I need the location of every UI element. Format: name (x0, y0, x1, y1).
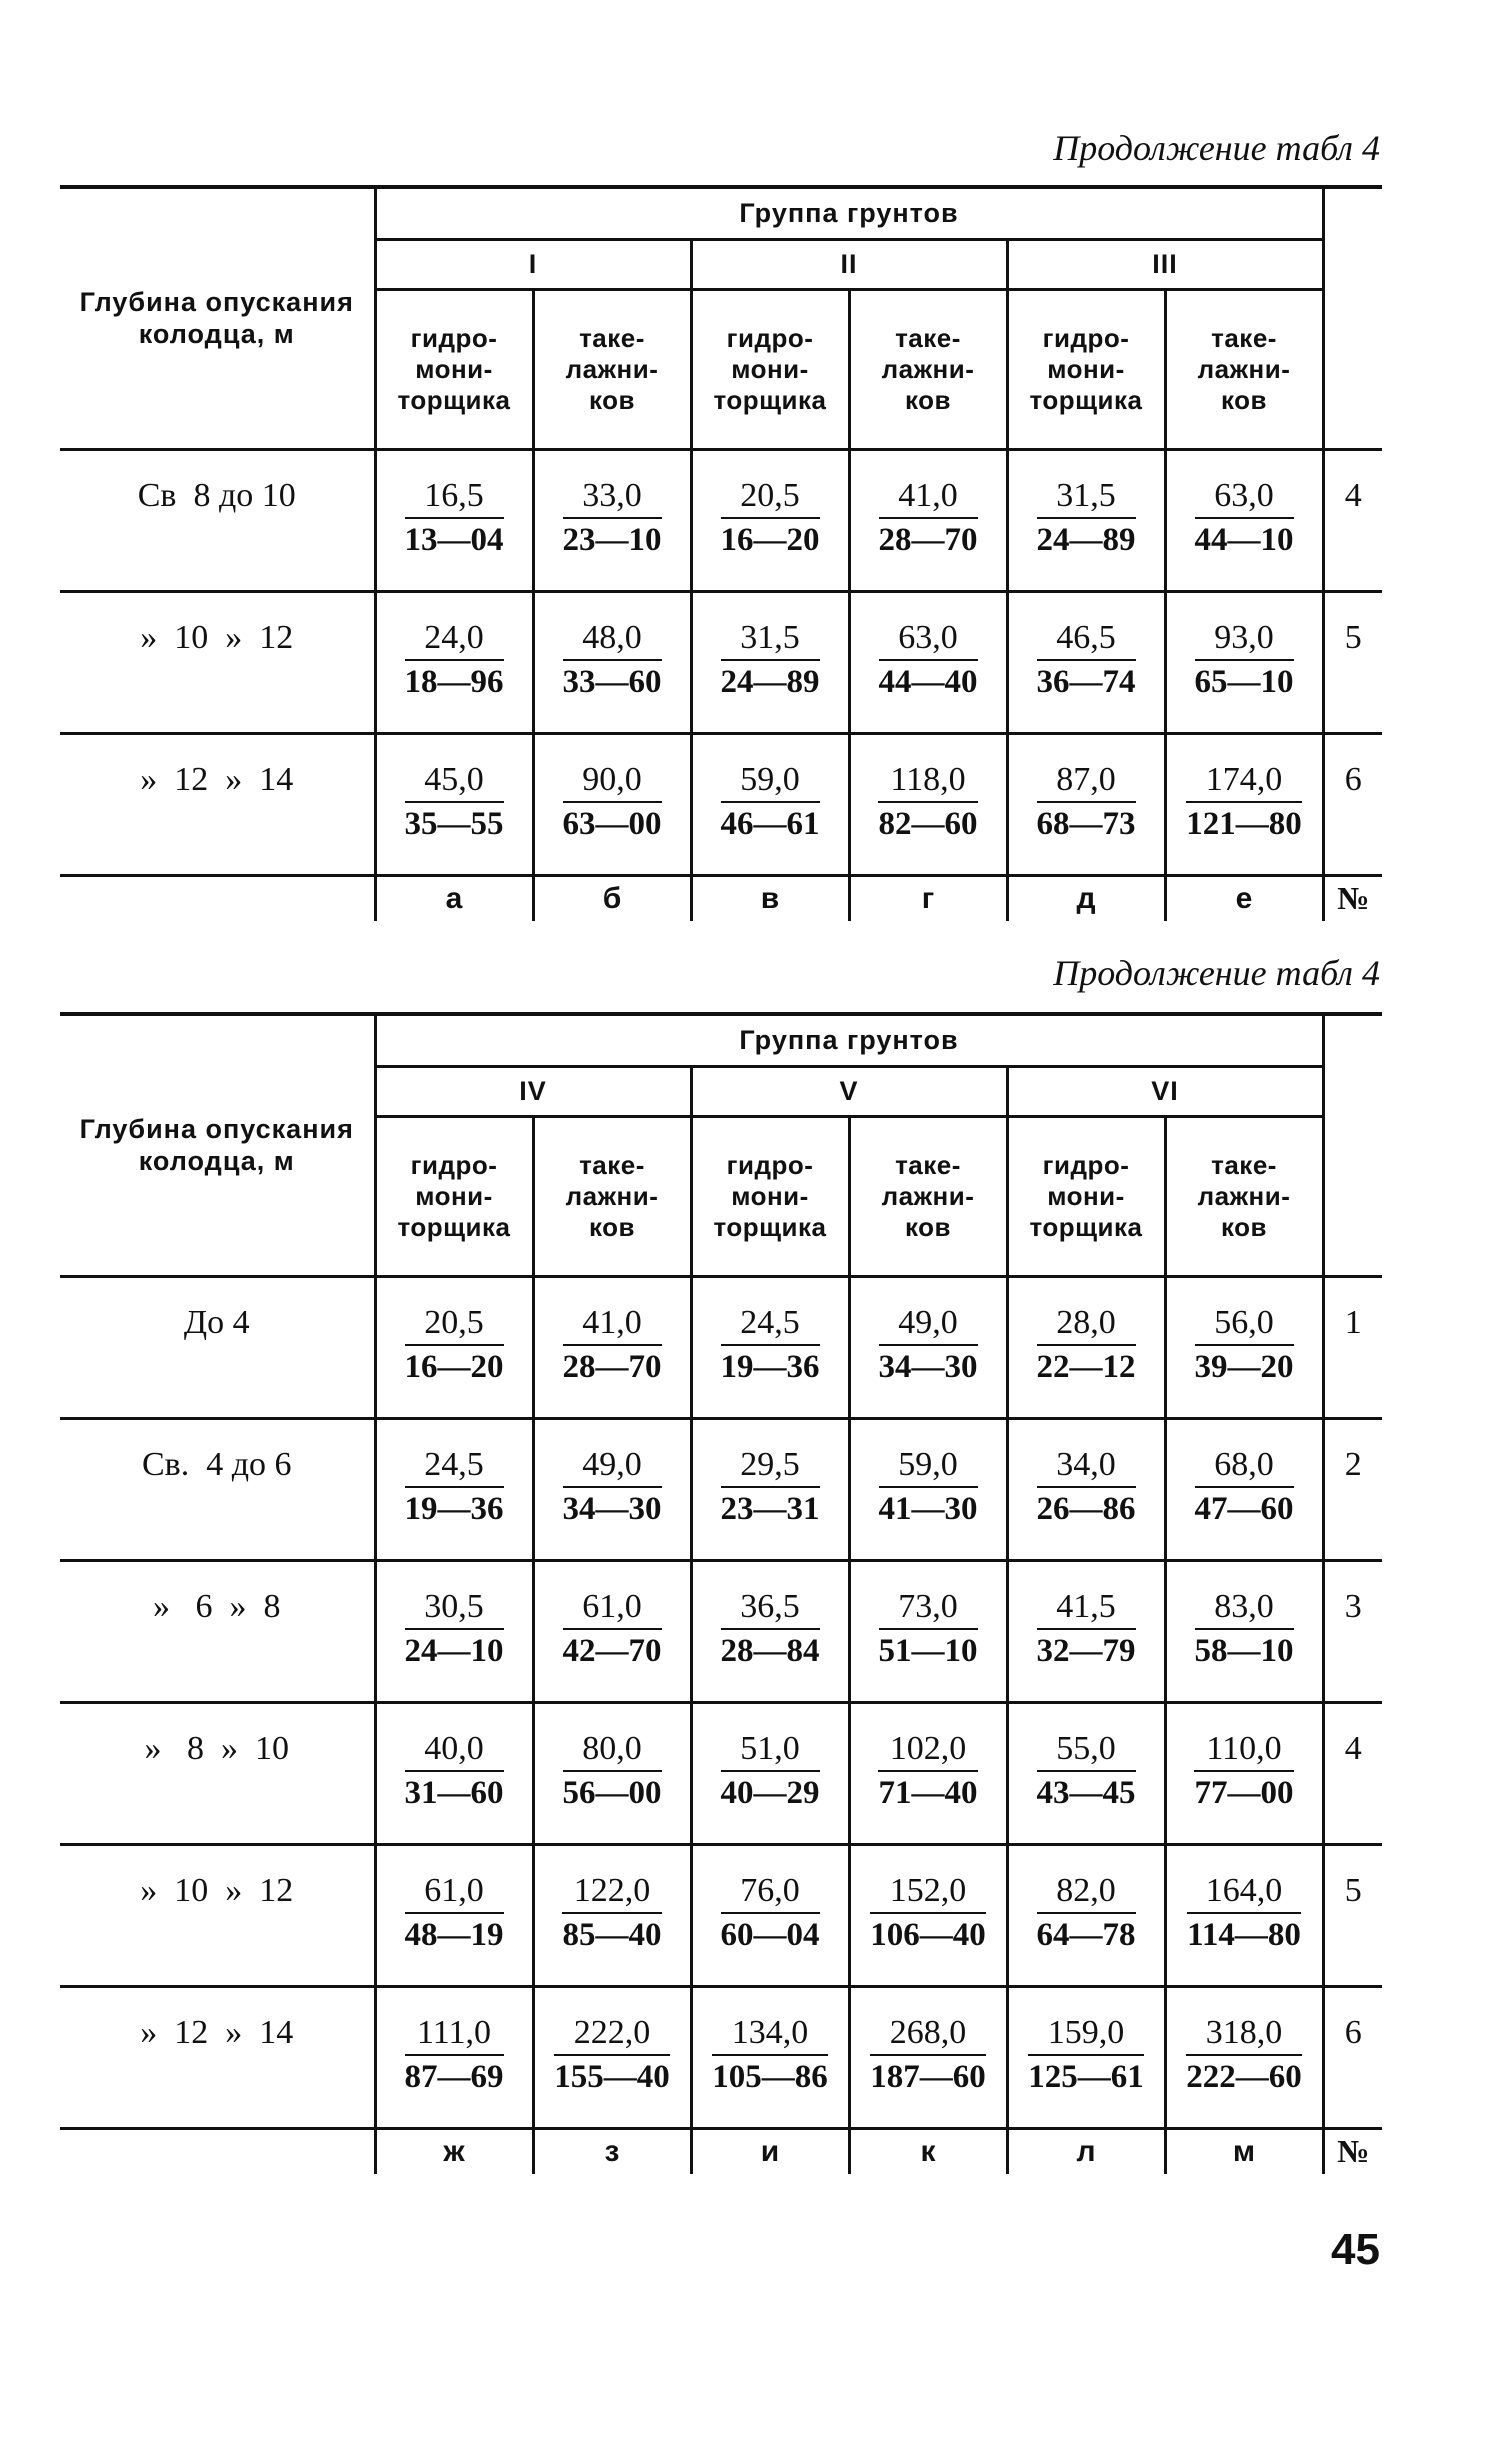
rate-fraction (1186, 2014, 1302, 2098)
hours-value: 102,0 (878, 1730, 979, 1772)
rate-fraction (405, 1304, 504, 1388)
rate-cell (533, 1276, 691, 1418)
hours-value: 118,0 (878, 761, 977, 803)
column-letter: в (691, 875, 849, 921)
table-row (60, 1844, 1382, 1986)
column-letter: м (1165, 2128, 1323, 2174)
cost-value: 44—40 (878, 663, 978, 700)
hours-value: 41,0 (563, 1304, 662, 1346)
cost-value: 77—00 (1194, 1774, 1294, 1811)
cost-value: 60—04 (720, 1916, 820, 1953)
rate-cell (849, 591, 1007, 733)
hours-value: 134,0 (712, 2014, 828, 2056)
rate-fraction (878, 761, 977, 845)
table-row (60, 733, 1382, 875)
row-number: 6 (1323, 733, 1382, 875)
rate-cell (849, 1560, 1007, 1702)
rate-fraction (721, 1588, 820, 1672)
hours-value: 80,0 (563, 1730, 662, 1772)
soil-group-3: III (1007, 239, 1323, 289)
rate-cell (849, 1418, 1007, 1560)
column-letter: к (849, 2128, 1007, 2174)
hours-value: 16,5 (405, 477, 504, 519)
hours-value: 30,5 (405, 1588, 504, 1630)
rate-cell (1165, 1418, 1323, 1560)
hours-value: 24,5 (721, 1304, 820, 1346)
table-row (60, 449, 1382, 591)
rate-cell (1007, 733, 1165, 875)
rate-cell (1165, 1986, 1323, 2128)
row-number: 5 (1323, 1844, 1382, 1986)
rate-cell (375, 1844, 533, 1986)
rate-cell (1007, 1276, 1165, 1418)
rigger-header: таке- лажни- ков (533, 1116, 691, 1276)
hydromonitor-operator-header: гидро- мони- торщика (375, 1116, 533, 1276)
cost-value: 44—10 (1194, 521, 1294, 558)
soil-group-2: V (691, 1066, 1007, 1116)
cost-value: 34—30 (878, 1348, 978, 1385)
rate-fraction (879, 619, 978, 703)
rate-cell (375, 733, 533, 875)
cost-value: 33—60 (562, 663, 662, 700)
rigger-header: таке- лажни- ков (849, 1116, 1007, 1276)
soil-group-header: Группа грунтов (375, 1014, 1323, 1066)
hours-value: 63,0 (1195, 477, 1294, 519)
hours-value: 164,0 (1187, 1872, 1301, 1914)
rigger-header: таке- лажни- ков (1165, 289, 1323, 449)
row-number: 3 (1323, 1560, 1382, 1702)
rate-cell (849, 1702, 1007, 1844)
continuation-title-1: Продолжение табл 4 (1053, 128, 1380, 168)
rate-cell (849, 1844, 1007, 1986)
rate-fraction (405, 1872, 504, 1956)
hours-value: 41,5 (1037, 1588, 1136, 1630)
depth-range: Св. 4 до 6 (60, 1418, 375, 1560)
column-letter: з (533, 2128, 691, 2174)
hours-value: 111,0 (405, 2014, 504, 2056)
rate-cell (1007, 1702, 1165, 1844)
hours-value: 31,5 (1037, 477, 1136, 519)
hours-value: 59,0 (721, 761, 820, 803)
hours-value: 55,0 (1037, 1730, 1136, 1772)
rate-cell (849, 1986, 1007, 2128)
table-row (60, 1418, 1382, 1560)
rate-fraction (1037, 1446, 1136, 1530)
rate-cell (1165, 1560, 1323, 1702)
cost-value: 26—86 (1036, 1490, 1136, 1527)
rate-fraction (1037, 1872, 1136, 1956)
cost-value: 28—70 (562, 1348, 662, 1385)
rate-fraction (563, 477, 662, 561)
rate-fraction (879, 1446, 978, 1530)
rate-fraction (1037, 1730, 1136, 1814)
rate-fraction (1037, 1304, 1136, 1388)
row-number: 2 (1323, 1418, 1382, 1560)
cost-value: 40—29 (720, 1774, 820, 1811)
rate-fraction (562, 1872, 663, 1956)
rate-fraction (405, 1446, 504, 1530)
cost-value: 19—36 (404, 1490, 504, 1527)
soil-group-header: Группа грунтов (375, 187, 1323, 239)
depth-column-header: Глубина опускания колодца, м (60, 1014, 375, 1276)
depth-range: » 8 » 10 (60, 1702, 375, 1844)
hours-value: 56,0 (1195, 1304, 1294, 1346)
hours-value: 93,0 (1195, 619, 1294, 661)
rate-fraction (563, 619, 662, 703)
rate-cell (691, 1276, 849, 1418)
hours-value: 76,0 (721, 1872, 820, 1914)
cost-value: 43—45 (1036, 1774, 1136, 1811)
cost-value: 68—73 (1036, 805, 1136, 842)
cost-value: 31—60 (404, 1774, 504, 1811)
rate-cell (375, 1702, 533, 1844)
cost-value: 87—69 (404, 2058, 504, 2095)
rate-cell (1007, 1986, 1165, 2128)
number-sign: № (1337, 880, 1370, 917)
rate-cell (533, 1418, 691, 1560)
rate-cell (1165, 1702, 1323, 1844)
hours-value: 87,0 (1037, 761, 1136, 803)
column-letter: л (1007, 2128, 1165, 2174)
rate-fraction (1187, 1872, 1301, 1956)
rate-cell (533, 449, 691, 591)
rate-cell (691, 591, 849, 733)
rate-fraction (1037, 619, 1136, 703)
rate-fraction (405, 761, 504, 845)
rate-cell (1007, 1418, 1165, 1560)
rate-cell (1007, 449, 1165, 591)
hours-value: 20,5 (721, 477, 820, 519)
rate-fraction (721, 1446, 820, 1530)
cost-value: 82—60 (878, 805, 978, 842)
cost-value: 63—00 (562, 805, 662, 842)
rate-fraction (879, 1588, 978, 1672)
rate-fraction (1037, 477, 1136, 561)
row-number: 4 (1323, 449, 1382, 591)
rate-fraction (405, 477, 504, 561)
cost-value: 85—40 (562, 1916, 662, 1953)
hours-value: 68,0 (1195, 1446, 1294, 1488)
cost-value: 71—40 (878, 1774, 978, 1811)
cost-value: 125—61 (1028, 2058, 1144, 2095)
rate-fraction (870, 2014, 986, 2098)
cost-value: 58—10 (1194, 1632, 1294, 1669)
column-letter: ж (375, 2128, 533, 2174)
rate-fraction (563, 1446, 662, 1530)
cost-value: 35—55 (404, 805, 504, 842)
rate-fraction (1195, 1588, 1294, 1672)
rate-fraction (1037, 1588, 1136, 1672)
hours-value: 222,0 (554, 2014, 670, 2056)
hours-value: 34,0 (1037, 1446, 1136, 1488)
cost-value: 22—12 (1036, 1348, 1136, 1385)
hours-value: 28,0 (1037, 1304, 1136, 1346)
rate-cell (1165, 1276, 1323, 1418)
hours-value: 49,0 (563, 1446, 662, 1488)
cost-value: 16—20 (404, 1348, 504, 1385)
depth-column-header: Глубина опускания колодца, м (60, 187, 375, 449)
hours-value: 41,0 (879, 477, 978, 519)
cost-value: 13—04 (404, 521, 504, 558)
hours-value: 83,0 (1195, 1588, 1294, 1630)
column-letter: г (849, 875, 1007, 921)
rate-cell (1007, 1560, 1165, 1702)
rate-cell (691, 1418, 849, 1560)
cost-value: 28—70 (878, 521, 978, 558)
rate-cell (691, 1560, 849, 1702)
cost-value: 36—74 (1036, 663, 1136, 700)
cost-value: 155—40 (554, 2058, 670, 2095)
rate-fraction (1195, 1446, 1294, 1530)
cost-value: 34—30 (562, 1490, 662, 1527)
rate-cell (1165, 733, 1323, 875)
cost-value: 41—30 (878, 1490, 978, 1527)
rate-cell (849, 449, 1007, 591)
rate-fraction (405, 1730, 504, 1814)
cost-value: 105—86 (712, 2058, 828, 2095)
hours-value: 46,5 (1037, 619, 1136, 661)
rates-table-2 (60, 1012, 1382, 2174)
rate-cell (1165, 1844, 1323, 1986)
hours-value: 159,0 (1028, 2014, 1144, 2056)
page-number: 45 (1331, 2225, 1380, 2274)
row-number: 6 (1323, 1986, 1382, 2128)
hours-value: 45,0 (405, 761, 504, 803)
rate-cell (375, 1418, 533, 1560)
hours-value: 20,5 (405, 1304, 504, 1346)
rate-fraction (870, 1872, 986, 1956)
rate-fraction (721, 1872, 820, 1956)
cost-value: 46—61 (720, 805, 820, 842)
rate-cell (533, 591, 691, 733)
hours-value: 63,0 (879, 619, 978, 661)
rate-cell (1165, 591, 1323, 733)
rigger-header: таке- лажни- ков (533, 289, 691, 449)
rate-fraction (563, 1588, 662, 1672)
table-row (60, 1560, 1382, 1702)
cost-value: 51—10 (878, 1632, 978, 1669)
hours-value: 152,0 (870, 1872, 986, 1914)
hours-value: 268,0 (870, 2014, 986, 2056)
rate-cell (533, 1844, 691, 1986)
cost-value: 28—84 (720, 1632, 820, 1669)
cost-value: 187—60 (870, 2058, 986, 2095)
rate-cell (691, 733, 849, 875)
depth-range: До 4 (60, 1276, 375, 1418)
rigger-header: таке- лажни- ков (1165, 1116, 1323, 1276)
hydromonitor-operator-header: гидро- мони- торщика (1007, 1116, 1165, 1276)
hours-value: 59,0 (879, 1446, 978, 1488)
rate-fraction (878, 1730, 979, 1814)
cost-value: 65—10 (1194, 663, 1294, 700)
rate-cell (375, 1276, 533, 1418)
hydromonitor-operator-header: гидро- мони- торщика (1007, 289, 1165, 449)
rate-cell (691, 1844, 849, 1986)
number-column-header (1323, 187, 1382, 239)
rate-fraction (1194, 1730, 1293, 1814)
hours-value: 90,0 (563, 761, 662, 803)
cost-value: 24—89 (1036, 521, 1136, 558)
rate-cell (375, 1986, 533, 2128)
hours-value: 31,5 (721, 619, 820, 661)
rate-cell (1165, 449, 1323, 591)
rate-cell (849, 733, 1007, 875)
cost-value: 47—60 (1194, 1490, 1294, 1527)
cost-value: 19—36 (720, 1348, 820, 1385)
cost-value: 222—60 (1186, 2058, 1302, 2095)
continuation-title-2: Продолжение табл 4 (1053, 953, 1380, 993)
number-sign: № (1337, 2133, 1370, 2170)
rate-fraction (1186, 761, 1302, 845)
cost-value: 39—20 (1194, 1348, 1294, 1385)
rate-fraction (879, 477, 978, 561)
column-letter: и (691, 2128, 849, 2174)
cost-value: 121—80 (1186, 805, 1302, 842)
rate-cell (691, 449, 849, 591)
cost-value: 64—78 (1036, 1916, 1136, 1953)
table-row (60, 1986, 1382, 2128)
row-number: 1 (1323, 1276, 1382, 1418)
cost-value: 24—10 (404, 1632, 504, 1669)
cost-value: 48—19 (404, 1916, 504, 1953)
cost-value: 114—80 (1187, 1916, 1301, 1953)
hours-value: 73,0 (879, 1588, 978, 1630)
depth-range: » 12 » 14 (60, 1986, 375, 2128)
hours-value: 61,0 (563, 1588, 662, 1630)
hours-value: 33,0 (563, 477, 662, 519)
rate-fraction (721, 1730, 820, 1814)
hours-value: 174,0 (1186, 761, 1302, 803)
rate-cell (533, 733, 691, 875)
column-letter: е (1165, 875, 1323, 921)
rate-fraction (1195, 1304, 1294, 1388)
rate-cell (691, 1986, 849, 2128)
hours-value: 49,0 (879, 1304, 978, 1346)
row-number: 4 (1323, 1702, 1382, 1844)
rate-fraction (405, 619, 504, 703)
soil-group-1: I (375, 239, 691, 289)
rate-cell (533, 1702, 691, 1844)
rates-table-1 (60, 185, 1382, 921)
cost-value: 106—40 (870, 1916, 986, 1953)
table-row (60, 1276, 1382, 1418)
rate-cell (375, 591, 533, 733)
hours-value: 122,0 (562, 1872, 663, 1914)
cost-value: 18—96 (404, 663, 504, 700)
cost-value: 23—31 (720, 1490, 820, 1527)
rate-fraction (405, 2014, 504, 2098)
hours-value: 51,0 (721, 1730, 820, 1772)
rate-fraction (1195, 477, 1294, 561)
rate-fraction (721, 477, 820, 561)
hours-value: 318,0 (1186, 2014, 1302, 2056)
rate-fraction (1195, 619, 1294, 703)
table-row (60, 1702, 1382, 1844)
hours-value: 48,0 (563, 619, 662, 661)
rate-fraction (563, 1304, 662, 1388)
hours-value: 24,0 (405, 619, 504, 661)
hours-value: 110,0 (1194, 1730, 1293, 1772)
cost-value: 16—20 (720, 521, 820, 558)
table-row (60, 591, 1382, 733)
soil-group-2: II (691, 239, 1007, 289)
hours-value: 29,5 (721, 1446, 820, 1488)
rate-fraction (1028, 2014, 1144, 2098)
cost-value: 32—79 (1036, 1632, 1136, 1669)
hours-value: 40,0 (405, 1730, 504, 1772)
soil-group-1: IV (375, 1066, 691, 1116)
cost-value: 24—89 (720, 663, 820, 700)
hours-value: 24,5 (405, 1446, 504, 1488)
hydromonitor-operator-header: гидро- мони- торщика (691, 1116, 849, 1276)
rate-fraction (721, 619, 820, 703)
hours-value: 82,0 (1037, 1872, 1136, 1914)
cost-value: 23—10 (562, 521, 662, 558)
number-column-header (1323, 1014, 1382, 1066)
rate-fraction (712, 2014, 828, 2098)
rate-fraction (554, 2014, 670, 2098)
column-letter: б (533, 875, 691, 921)
rate-cell (375, 449, 533, 591)
hydromonitor-operator-header: гидро- мони- торщика (375, 289, 533, 449)
cost-value: 56—00 (562, 1774, 662, 1811)
depth-range: » 6 » 8 (60, 1560, 375, 1702)
rate-cell (533, 1986, 691, 2128)
hydromonitor-operator-header: гидро- мони- торщика (691, 289, 849, 449)
rate-fraction (879, 1304, 978, 1388)
rate-cell (533, 1560, 691, 1702)
depth-range: » 10 » 12 (60, 591, 375, 733)
rate-fraction (1037, 761, 1136, 845)
rate-fraction (721, 1304, 820, 1388)
rate-cell (1007, 591, 1165, 733)
cost-value: 42—70 (562, 1632, 662, 1669)
soil-group-3: VI (1007, 1066, 1323, 1116)
rate-fraction (405, 1588, 504, 1672)
rate-cell (1007, 1844, 1165, 1986)
hours-value: 36,5 (721, 1588, 820, 1630)
rate-cell (849, 1276, 1007, 1418)
depth-range: » 12 » 14 (60, 733, 375, 875)
rate-fraction (563, 1730, 662, 1814)
column-letter: а (375, 875, 533, 921)
hours-value: 61,0 (405, 1872, 504, 1914)
rate-fraction (721, 761, 820, 845)
row-number: 5 (1323, 591, 1382, 733)
rate-cell (375, 1560, 533, 1702)
rigger-header: таке- лажни- ков (849, 289, 1007, 449)
rate-cell (691, 1702, 849, 1844)
rate-fraction (563, 761, 662, 845)
depth-range: Св 8 до 10 (60, 449, 375, 591)
column-letter: д (1007, 875, 1165, 921)
depth-range: » 10 » 12 (60, 1844, 375, 1986)
